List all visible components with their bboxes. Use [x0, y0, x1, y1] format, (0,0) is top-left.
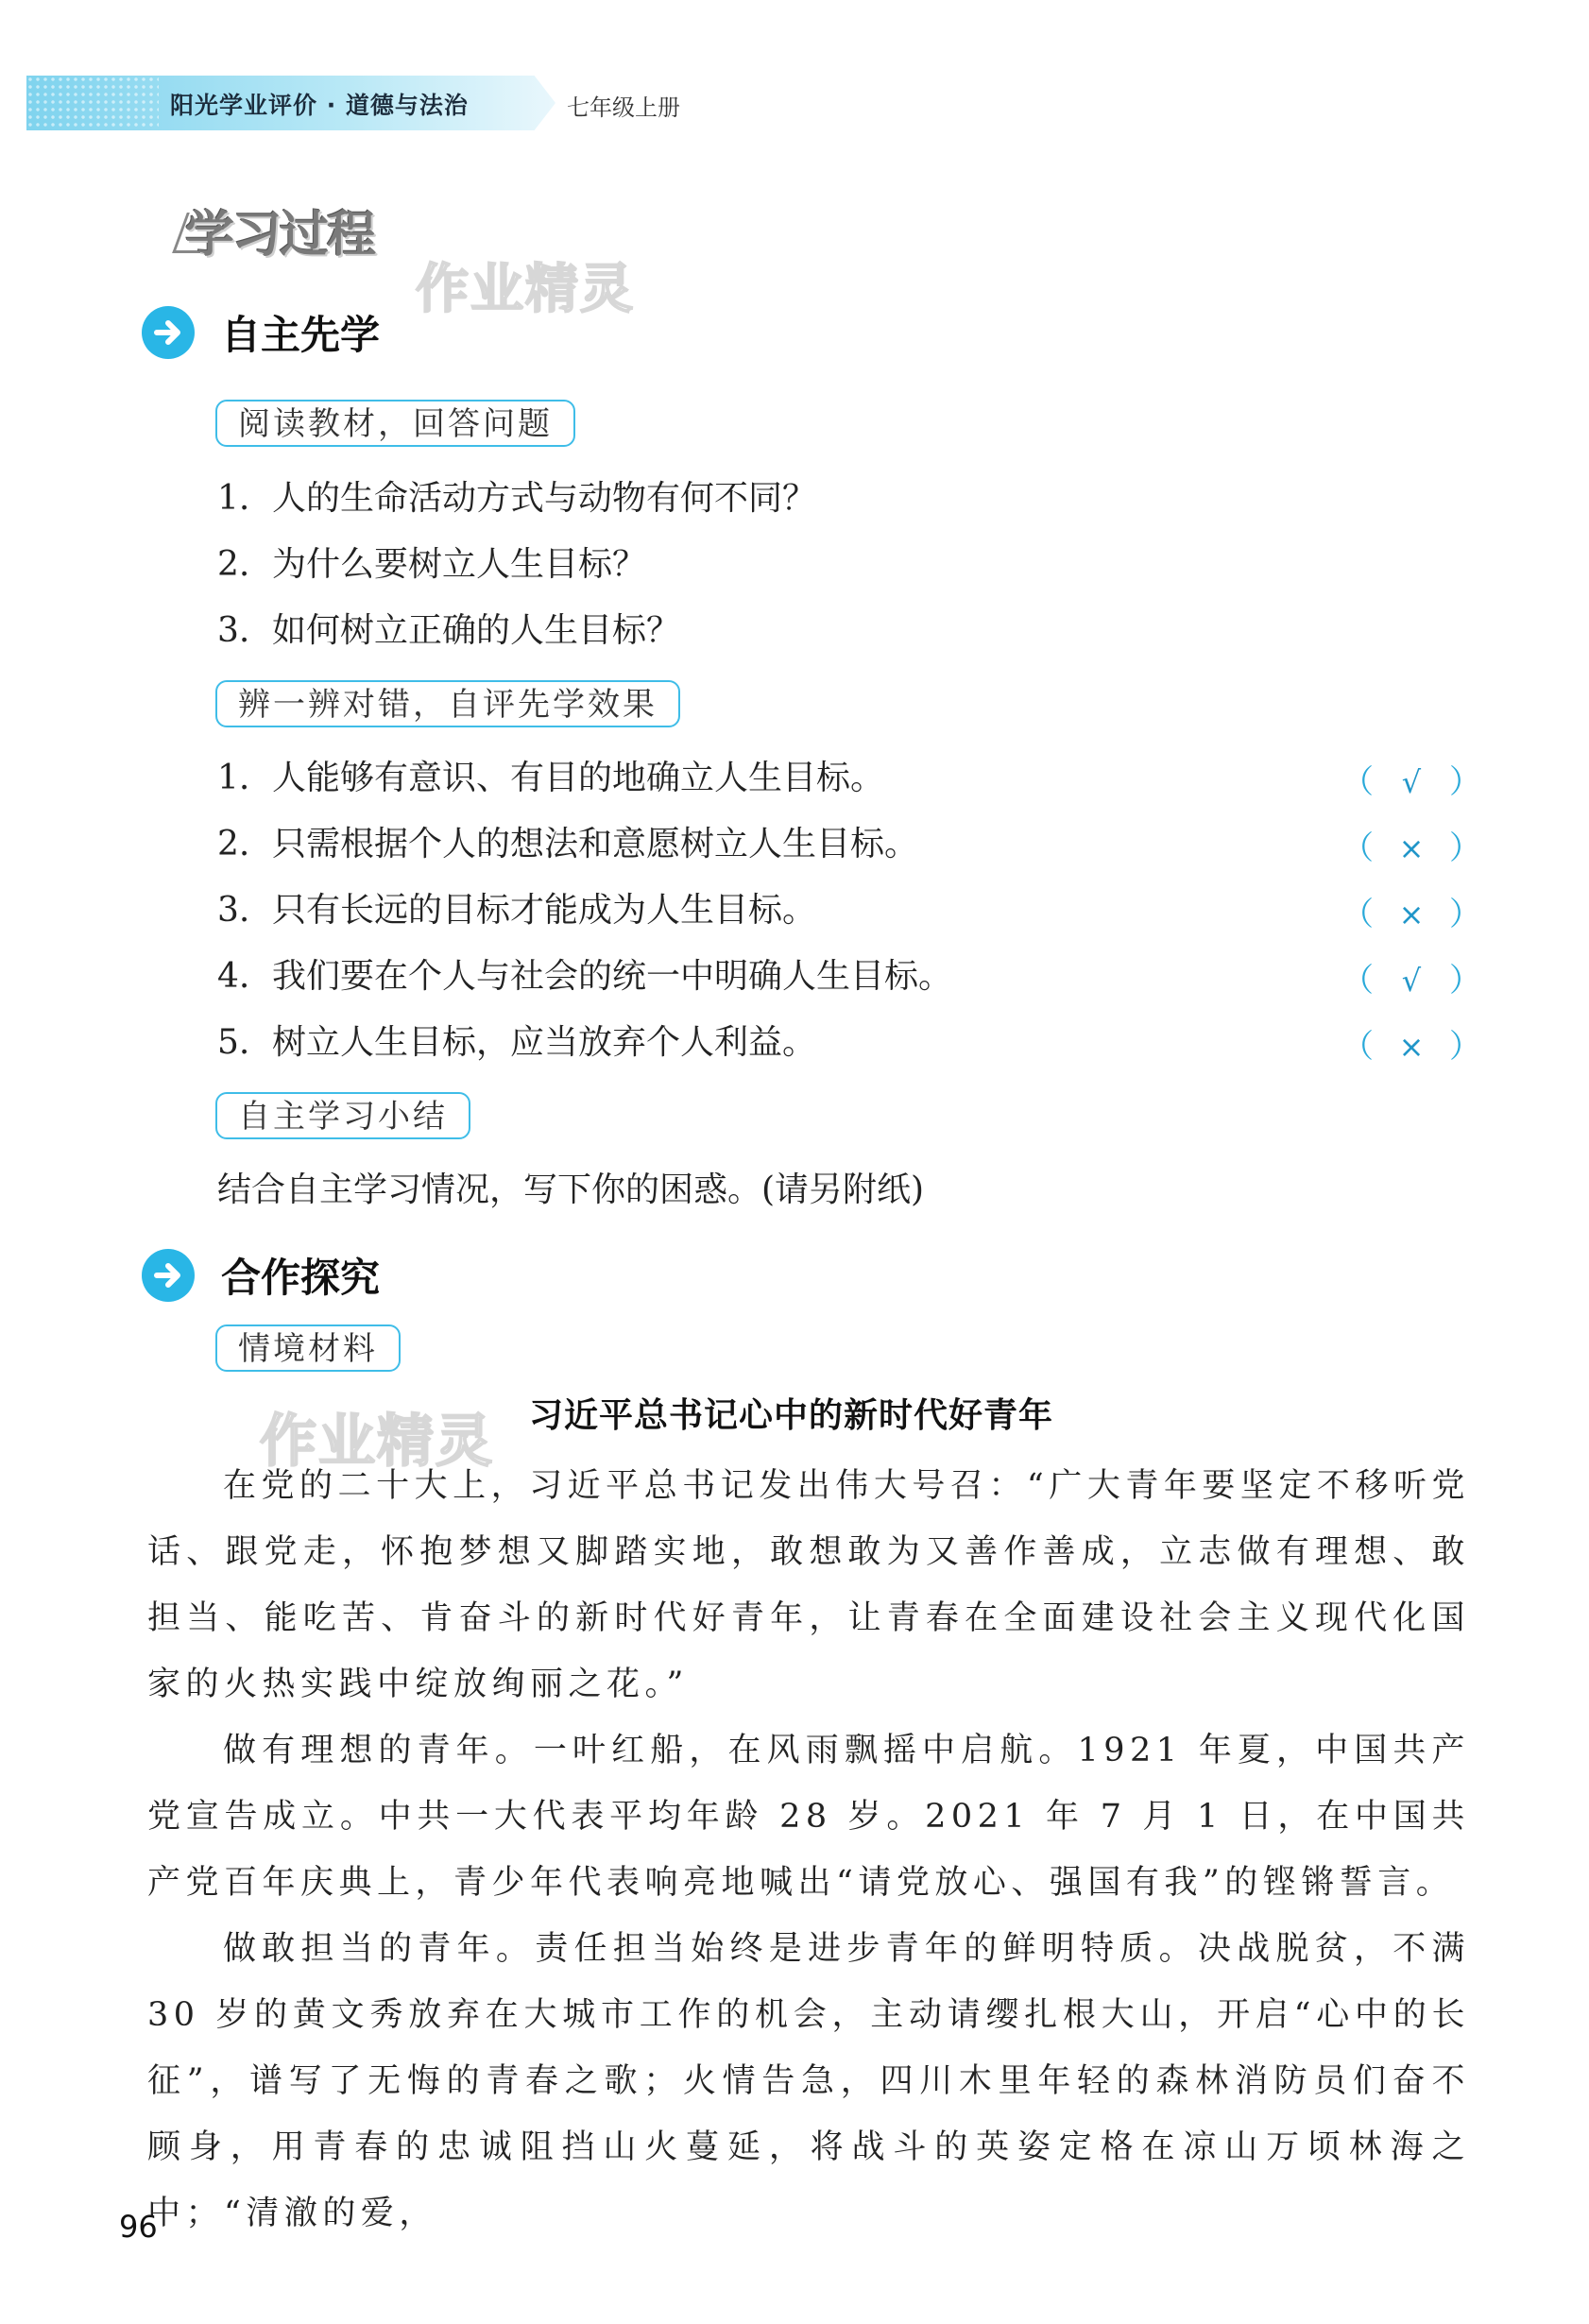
header-dot-pattern — [26, 76, 159, 130]
judgment-item: 2. 只需根据个人的想法和意愿树立人生目标。 — [217, 825, 919, 863]
page-title: 学习过程 — [185, 207, 375, 264]
section-self-study — [142, 304, 380, 361]
article-title: 习近平总书记心中的新时代好青年 — [529, 1396, 1054, 1435]
grade-label: 七年级上册 — [567, 94, 680, 121]
watermark-2: 作业精灵 — [260, 1409, 494, 1475]
page-number: 96 — [119, 2209, 158, 2245]
pill-scenario-material: 情境材料 — [215, 1324, 401, 1372]
judgment-item: 3. 只有长远的目标才能成为人生目标。 — [217, 891, 817, 930]
judgment-answer: （ × ） — [1341, 896, 1481, 933]
judgment-answer: （ √ ） — [1341, 962, 1481, 1000]
arrow-right-icon — [142, 1249, 195, 1302]
judgment-answer: （ × ） — [1341, 829, 1481, 867]
series-title: 阳光学业评价 · 道德与法治 — [170, 92, 469, 119]
article-paragraph: 做敢担当的青年。责任担当始终是进步青年的鲜明特质。决战脱贫，不满 30 岁的黄文秀放弃在大城市工作的机会，主动请缨扎根大山，开启“心中的长征”，谱写了无悔的青春之歌；火情告急，四川木里年轻的森林消防员们奋不顾身，用青春的忠诚阻挡山火蔓延，将战斗的英姿定格在凉山万顷林海之中；“清澈的爱， — [147, 1930, 1470, 2232]
judgment-item: 4. 我们要在个人与社会的统一中明确人生目标。 — [217, 957, 953, 996]
question-item: 3. 如何树立正确的人生目标？ — [217, 611, 681, 650]
judgment-answer: （ × ） — [1341, 1028, 1481, 1066]
article-paragraph: 做有理想的青年。一叶红船，在风雨飘摇中启航。1921 年夏，中国共产党宣告成立。中共一大代表平均年龄 28 岁。2021 年 7 月 1 日，在中国共产党百年庆典上，青少年代表响亮地喊出“请党放心、强国有我”的铿锵誓言。 — [147, 1732, 1470, 1902]
pill-self-summary: 自主学习小结 — [215, 1092, 470, 1139]
watermark-1: 作业精灵 — [416, 259, 635, 320]
section-cooperative-inquiry — [142, 1247, 380, 1304]
arrow-right-icon — [142, 306, 195, 359]
judgment-item: 5. 树立人生目标，应当放弃个人利益。 — [217, 1023, 817, 1062]
judgment-item: 1. 人能够有意识、有目的地确立人生目标。 — [217, 759, 885, 797]
pill-judge: 辨一辨对错，自评先学效果 — [215, 680, 680, 727]
pill-read-textbook: 阅读教材，回答问题 — [215, 400, 575, 447]
judgment-answer: （ √ ） — [1341, 763, 1481, 801]
section-title: 自主先学 — [221, 312, 381, 358]
article-paragraph: 在党的二十大上，习近平总书记发出伟大号召：“广大青年要坚定不移听党话、跟党走，怀抱梦想又脚踏实地，敢想敢为又善作善成，立志做有理想、敢担当、能吃苦、肯奋斗的新时代好青年，让青春在全面建设社会主义现代化国家的火热实践中绽放绚丽之花。” — [147, 1467, 1470, 1703]
question-item: 1. 人的生命活动方式与动物有何不同？ — [217, 479, 817, 518]
question-item: 2. 为什么要树立人生目标？ — [217, 545, 647, 584]
section-title: 合作探究 — [221, 1255, 381, 1301]
summary-text: 结合自主学习情况，写下你的困惑。(请另附纸) — [217, 1171, 925, 1209]
